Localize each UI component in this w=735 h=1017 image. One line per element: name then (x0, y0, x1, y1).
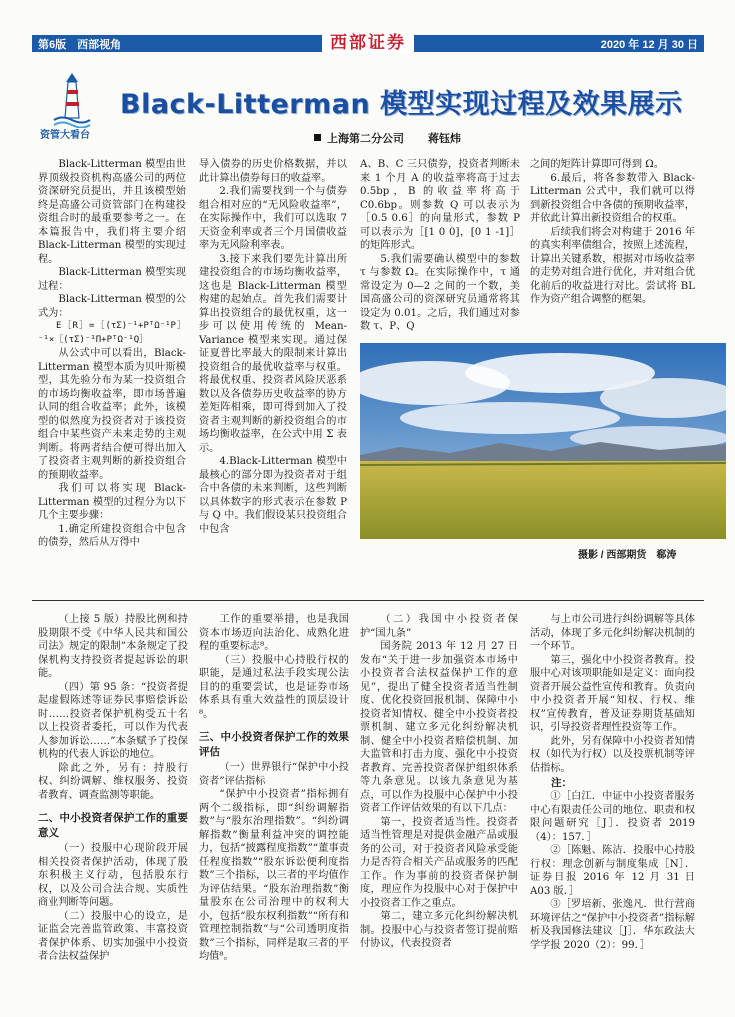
paragraph: （二）投服中心的设立，是证监会完善监管政策、丰富投资者保护体系、切实加强中小投资者合法权益保护 (38, 910, 188, 962)
paragraph: 6.最后，将各参数带入 Black-Litterman 公式中，我们就可以得到新投资组合中各债的预期收益率，并依此计算出新投资组合的权重。 (530, 172, 695, 224)
byline (314, 130, 461, 146)
paragraph: 第一，投资者适当性。投资者适当性管理是对提供金融产品或服务的公司，对于投资者风险承受能力是否符合相关产品或服务的匹配工作。作为事前的投资者保护制度，理应作为投服中心对于保护中小投资者工作之重点。 (360, 816, 518, 909)
paragraph: 国务院 2013 年 12 月 27 日发布“关于进一步加强资本市场中小投资者合法权益保护工作的意见”，提出了健全投资者适当性制度、优化投资回报机制、保障中小投资者知情权、健全中小投资者投票机制、建立多元化纠纷解决机制、健全中小投资者赔偿机制、加大监管和打击力度、强化中小投资者教育、完善投资者保护组织体系等九条意见。以该九条意见为基点，可以作为投服中心保护中小投资者工作评估效果的有以下几点： (360, 641, 518, 814)
footnote: ②［陈魁、陈洁．投服中心持股行权：理念创新与制度集成［N］．证券日报 2016 年 12 月 31 日 A03 版．］ (530, 845, 695, 897)
paragraph: 我们可以将实现 Black-Litterman 模型的过程分为以下几个主要步骤： (38, 483, 186, 521)
paragraph: 5.我们需要确认模型中的参数 τ 与参数 Ω。在实际操作中，τ 通常设定为 0—2 之间的一个数，美国高盛公司的资深研究员通常将其设定为 0.01。之后，我们通过对参数 τ、P、Q (360, 253, 520, 332)
paragraph: “保护中小投资者”指标拥有两个二级指标，即“纠纷调解指数”与“股东治理指数”。“纠纷调解指数”衡量利益冲突的调控能力，包括“披露程度指数”“董事责任程度指数”“股东诉讼便利度指数”三个指标，以三者的平均值作为评估结果。“股东治理指数”衡量股东在公司治理中的权利大小，包括“股东权利指数”“所有和管理控制指数”与“公司透明度指数”三个指标，同样是取三者的平均值⁸。 (199, 789, 349, 962)
paragraph: （上接 5 版）持股比例和持股期限不受《中华人民共和国公司法》规定的限制”本条规定了投保机构支持投资者提起诉讼的职能。 (38, 614, 188, 679)
paragraph: 3.接下来我们要先计算出所建投资组合的市场均衡收益率，这也是 Black-Litterman 模型构建的起始点。首先我们需要计算出投资组合的最优权重，这一步可以使用传统的 Mean-Variance 模型来实现。通过保证夏普比率最大的限制来计算出投资组合的最优收益率与权重。将最优权重、投资者风险厌恶系数以及各债券历史收益率的协方差矩阵相乘，即可得到加入了投资者主观判断的新投资组合的市场均衡收益率，在公式中用 Σ 表示。 (199, 253, 347, 454)
paragraph: 从公式中可以看出，Black-Litterman 模型本质为贝叶斯模型，其先验分布为某一投资组合的市场均衡收益率，即市场普遍认同的组合收益率；此外，该模型的似然度为投资者对于该投资组合中某些资产未来走势的主观判断。将两者结合便可得出加入了投资者主观判断的新投资组合的预期收益率。 (38, 348, 186, 481)
paragraph: 第二，建立多元化纠纷解决机制。投服中心与投资者签订提前赔付协议，代表投资者 (360, 911, 518, 949)
section-heading: 二、中小投资者保护工作的重要意义 (38, 812, 188, 839)
paragraph: 4.Black-Litterman 模型中最核心的部分即为投资者对于组合中各债的未来判断，这些判断以具体数字的形式表示在参数 P 与 Q 中。我们假设某只投资组合中包含 (199, 456, 347, 535)
paragraph: （二）我国中小投资者保护“国九条” (360, 614, 518, 639)
paragraph: Black-Litterman 模型实现过程： (38, 267, 186, 292)
paragraph: 除此之外，另有：持股行权、纠纷调解、维权服务、投资者教育、调查监测等职能。 (38, 762, 188, 801)
bottom-column-4 (530, 613, 695, 1011)
paragraph: 导入债券的历史价格数据，并以此计算出债券每日的收益率。 (199, 159, 347, 184)
photo-caption: 摄影 / 西部期货 郗涛 (578, 550, 677, 561)
lighthouse-logo-icon (52, 68, 92, 128)
section-divider (32, 600, 704, 601)
footnote: ③［罗培新、张逸凡．世行营商环境评估之“保护中小投资者”指标解析及我国修法建议［J］．华东政法大学学报 2020（2）：99．］ (530, 899, 695, 951)
paragraph: 工作的重要举措，也是我国资本市场迈向法治化、成熟化进程的重要标志⁸。 (199, 614, 349, 652)
page-header-bar (32, 35, 704, 52)
article-column-2 (199, 158, 347, 593)
paragraph: （一）世界银行“保护中小投资者”评估指标 (199, 762, 349, 787)
paragraph: 此外，另有保障中小投资者知情权（如代为行权）以及投票机制等评估指标。 (530, 735, 695, 774)
author-name: 蒋钰炜 (428, 133, 461, 145)
article-title: Black-Litterman 模型实现过程及效果展示 (120, 89, 683, 120)
paragraph: 后续我们将会对构建于 2016 年的真实利率债组合，按照上述流程，计算出关键系数，根据对市场收益率的走势对组合进行优化，并对组合优化前后的收益进行对比。尝试将 BL 作为资产组合调整的框架。 (530, 226, 695, 305)
bottom-column-1 (38, 613, 188, 1011)
article-column-4 (530, 158, 695, 338)
paragraph: 1.确定所建投资组合中包含的债券，然后从万得中 (38, 523, 186, 548)
bottom-column-2 (199, 613, 349, 1011)
footnote: ①［白江．中证中小投资者服务中心有限责任公司的地位、职责和权限问题研究［J］．投资者 2019（4）：157．］ (530, 791, 695, 843)
paragraph: 与上市公司进行纠纷调解等具体活动，体现了多元化纠纷解决机制的一个环节。 (530, 614, 695, 652)
paragraph: （四）第 95 条：“投资者提起虚假陈述等证券民事赔偿诉讼时……投资者保护机构受五十名以上投资者委托，可以作为代表人参加诉讼……”本条赋予了投保机构的代表人诉讼的地位。 (38, 681, 188, 760)
paragraph: 第三，强化中小投资者教育。投服中心对该项职能如是定义：面向投资者开展公益性宣传和教育。负责向中小投资者开展“知权、行权、维权”宣传教育，普及证券期货基础知识，引导投资者理性投资等工作。 (530, 654, 695, 733)
section-heading: 三、中小投资者保护工作的效果评估 (199, 731, 349, 758)
formula: E［R］=［(τΣ)⁻¹+PᵀΩ⁻¹P］⁻¹×［(τΣ)⁻¹Π+PᵀΩ⁻¹Q］ (38, 321, 186, 345)
paragraph: （一）投服中心现阶段开展相关投资者保护活动，体现了股东积极主义行动，包括股东行权，以及公司合法合规、实质性商业判断等问题。 (38, 843, 188, 908)
landscape-photo (360, 343, 726, 539)
article-column-3 (360, 158, 520, 338)
column-tag: 资管大看台 (40, 130, 90, 141)
bottom-column-3 (360, 613, 518, 1011)
paragraph: （三）投服中心持股行权的职能，是通过私法手段实现公法目的的重要尝试，也是证券市场体系具有重大效益性的顶层设计⁸。 (199, 654, 349, 720)
notes-heading: 注： (551, 777, 572, 789)
paragraph: A、B、C 三只债券，投资者判断未来 1 个月 A 的收益率将高于过去 0.5bp，B 的收益率将高于 C0.6bp。则参数 Q 可以表示为［0.5 0.6］的向量形式，参数 P 可以表示为［[1 0 0]，[0 1 -1]］的矩阵形式。 (360, 159, 520, 251)
newspaper-logo: 西部证券 (322, 32, 414, 54)
page-section: 第6版 西部视角 (38, 39, 122, 51)
paragraph: Black-Litterman 模型的公式为： (38, 294, 186, 319)
paragraph: 2.我们需要找到一个与债券组合相对应的“无风险收益率”，在实际操作中，我们可以选取 7 天资金利率或者三个月国债收益率为无风险利率表。 (199, 186, 347, 251)
article-column-1 (38, 158, 186, 593)
square-bullet-icon (314, 134, 321, 141)
paragraph: 之间的矩阵计算即可得到 Ω。 (530, 159, 664, 170)
author-org: 上海第二分公司 (327, 133, 404, 145)
paragraph: Black-Litterman 模型由世界顶级投资机构高盛公司的两位资深研究员提出，并且该模型始终是高盛公司资管部门在构建投资组合时的最重要参考之一。在本篇报告中，我们将主要介绍 Black-Litterman 模型的实现过程。 (38, 159, 186, 265)
page-date: 2020 年 12 月 30 日 (600, 39, 698, 51)
